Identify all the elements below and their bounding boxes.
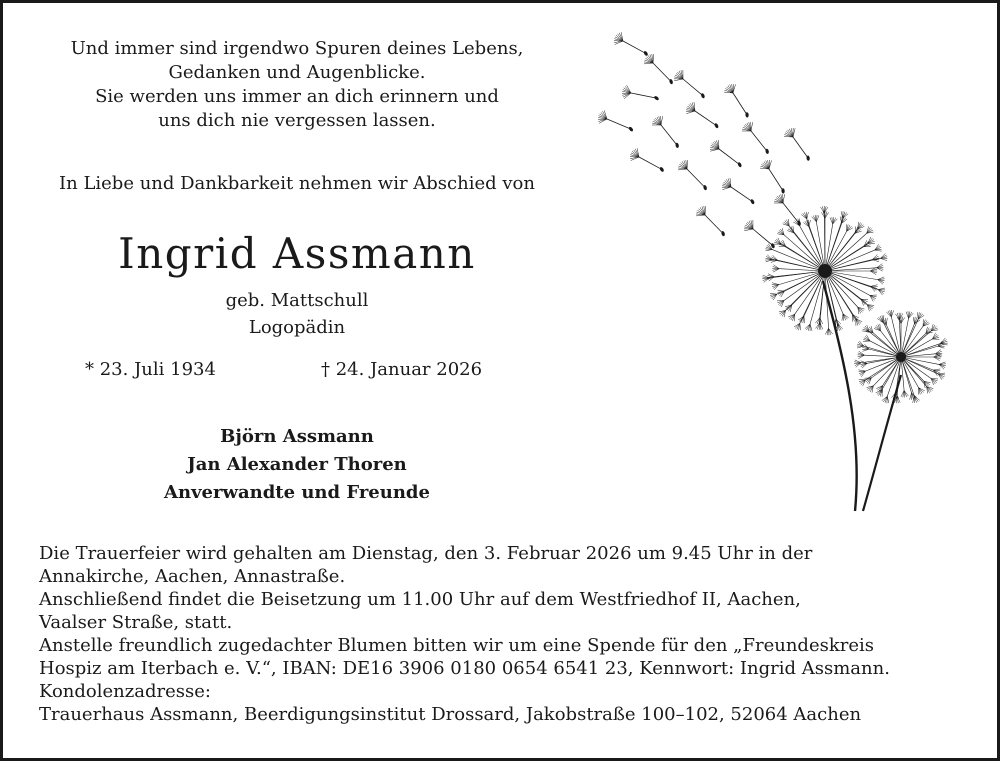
floating-seed: [686, 102, 719, 129]
floating-seed: [724, 84, 749, 118]
floating-seed: [784, 128, 810, 161]
farewell-intro: In Liebe und Dankbarkeit nehmen wir Abschied von: [59, 173, 535, 194]
floating-seed: [722, 178, 755, 205]
floating-seed: [652, 116, 679, 148]
poem-line: Sie werden uns immer an dich erinnern und: [95, 86, 499, 107]
notice-line: Die Trauerfeier wird gehalten am Dienstag, den 3. Februar 2026 um 9.45 Uhr in der: [39, 543, 813, 564]
mourner-name: Anverwandte und Freunde: [164, 482, 430, 503]
floating-seed: [760, 160, 785, 194]
floating-seed: [598, 110, 634, 132]
memorial-poem: [27, 37, 567, 133]
condolence-label: Kondolenzadresse:: [39, 681, 211, 702]
notice-line: Anstelle freundlich zugedachter Blumen bitten wir um eine Spende für den „Freundeskreis: [39, 635, 874, 656]
floating-seed: [696, 206, 725, 237]
dandelion-icon: [583, 19, 963, 519]
birth-name: geb. Mattschull: [225, 290, 369, 311]
poem-line: Gedanken und Augenblicke.: [168, 62, 426, 83]
condolence-paragraph: [39, 680, 961, 726]
mourners-list: [27, 423, 567, 507]
floating-seed: [644, 54, 673, 85]
seed-head: [854, 310, 948, 403]
notice-line: Vaalser Straße, statt.: [39, 612, 233, 633]
funeral-notice: [39, 542, 961, 726]
mourner-name: Björn Assmann: [220, 426, 374, 447]
burial-paragraph: [39, 588, 961, 634]
condolence-address: Trauerhaus Assmann, Beerdigungsinstitut Drossard, Jakobstraße 100–102, 52064 Aachen: [39, 704, 862, 725]
notice-line: Annakirche, Aachen, Annastraße.: [39, 566, 346, 587]
profession: Logopädin: [248, 317, 346, 338]
donation-paragraph: [39, 634, 961, 680]
deceased-name: Ingrid Assmann: [118, 229, 476, 278]
floating-seed: [630, 148, 665, 172]
floating-seed: [678, 160, 707, 191]
floating-seed: [622, 85, 660, 101]
death-date: † 24. Januar 2026: [321, 359, 483, 380]
floating-seed: [744, 220, 775, 249]
mourner-name: Jan Alexander Thoren: [187, 454, 407, 475]
notice-line: Hospiz am Iterbach e. V.“, IBAN: DE16 3906 0180 0654 6541 23, Kennwort: Ingrid Assmann.: [39, 658, 890, 679]
floating-seed: [742, 122, 769, 154]
notice-line: Anschließend findet die Beisetzung um 11.00 Uhr auf dem Westfriedhof II, Aachen,: [39, 589, 801, 610]
funeral-service-paragraph: [39, 542, 961, 588]
poem-line: uns dich nie vergessen lassen.: [158, 110, 436, 131]
floating-seed: [774, 194, 801, 226]
poem-line: Und immer sind irgendwo Spuren deines Lebens,: [70, 38, 524, 59]
floating-seed: [674, 70, 705, 99]
seed-head: [762, 206, 887, 335]
floating-seed: [614, 32, 649, 56]
floating-seed: [710, 140, 742, 168]
birth-date: * 23. Juli 1934: [85, 359, 216, 380]
